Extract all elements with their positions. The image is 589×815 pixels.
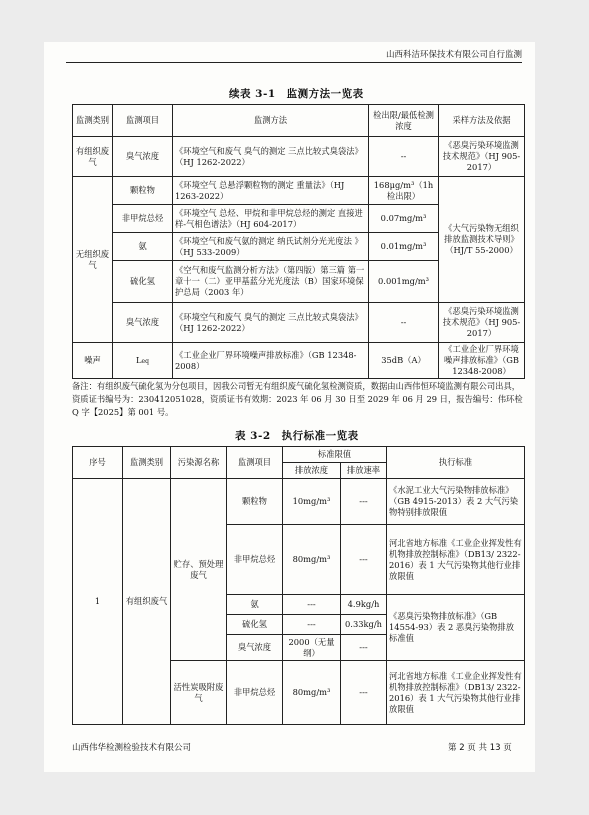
leq-sub: eq	[141, 357, 149, 365]
cell-method: 《环境空气 总烃、甲烷和非甲烷总烃的测定 直接进样-气相色谱法》（HJ 604-2017）	[173, 205, 369, 233]
col-limit: 检出限/最低检测浓度	[369, 105, 439, 137]
table2-caption: 表 3-2 执行标准一览表	[235, 430, 359, 442]
cell-method: 《空气和废气监测分析方法》（第四版）第三篇 第一章十一（二）亚甲基蓝分光光度法（B）国家环境保护总局（2003 年）	[173, 261, 369, 303]
cell-rate: ---	[341, 525, 387, 595]
cell-item: 臭气浓度	[113, 137, 173, 177]
cell-conc: 80mg/m³	[283, 525, 341, 595]
col-type: 监测类别	[73, 105, 113, 137]
cell-item: 臭气浓度	[113, 303, 173, 343]
col-sampling: 采样方法及依据	[439, 105, 525, 137]
cell-limit: 0.001mg/m³	[369, 261, 439, 303]
cell-method: 《环境空气和废气 臭气的测定 三点比较式臭袋法》（HJ 1262-2022）	[173, 303, 369, 343]
cell-source: 活性炭吸附废气	[171, 661, 227, 725]
col-conc: 排放浓度	[283, 463, 341, 479]
col-no: 序号	[73, 447, 123, 479]
cell-item: 非甲烷总烃	[227, 661, 283, 725]
cell-method: 《环境空气和废气 臭气的测定 三点比较式臭袋法》（HJ 1262-2022）	[173, 137, 369, 177]
table1-note: 备注：有组织废气硫化氢为分包项目，因我公司暂无有组织废气硫化氢检测资质，数据由山西伟恒环境监测有限公司出具，资质证书编号为：230412051028，资质证书有效期：2023 年 06 月 30 日至 2029 年 06 月 29 日，报告编号：伟环检 Q 字【2025】第 001 号。	[72, 381, 523, 417]
cell-rate: ---	[341, 479, 387, 525]
cell-std: 河北省地方标准《工业企业挥发性有机物排放控制标准》（DB13/ 2322-2016）表 1 大气污染物其他行业排放限值	[387, 661, 525, 725]
cell-rate: ---	[341, 661, 387, 725]
cell-limit: --	[369, 137, 439, 177]
emission-standard-table	[72, 446, 525, 725]
cell-rate: 4.9kg/h	[341, 595, 387, 615]
cell-rate: 0.33kg/h	[341, 615, 387, 635]
cell-type: 有组织废气	[123, 479, 171, 725]
table-row	[73, 137, 525, 177]
cell-type: 有组织废气	[73, 137, 113, 177]
cell-item	[113, 343, 173, 379]
cell-item: 臭气浓度	[227, 635, 283, 661]
cell-no: 1	[73, 479, 123, 725]
cell-sampling: 《工业企业厂界环境噪声排放标准》（GB 12348-2008）	[439, 343, 525, 379]
col-item: 监测项目	[113, 105, 173, 137]
cell-item: 氨	[113, 233, 173, 261]
cell-source: 贮存、预处理废气	[171, 479, 227, 661]
table-row	[73, 303, 525, 343]
footer-company: 山西伟华检测检验技术有限公司	[72, 743, 192, 753]
table-row	[73, 479, 525, 525]
footer-page-number: 第 2 页 共 13 页	[448, 743, 512, 753]
cell-type: 无组织废气	[73, 177, 113, 343]
col-source: 污染源名称	[171, 447, 227, 479]
table-row	[73, 343, 525, 379]
cell-limit: 168μg/m³（1h 检出限）	[369, 177, 439, 205]
cell-item: 颗粒物	[227, 479, 283, 525]
cell-item: 氨	[227, 595, 283, 615]
col-rate: 排放速率	[341, 463, 387, 479]
cell-sampling: 《恶臭污染环境监测技术规范》（HJ 905-2017）	[439, 303, 525, 343]
cell-limit: 0.01mg/m³	[369, 233, 439, 261]
col-std: 执行标准	[387, 447, 525, 479]
col-method: 监测方法	[173, 105, 369, 137]
cell-type: 噪声	[73, 343, 113, 379]
cell-item: 硫化氢	[113, 261, 173, 303]
leq-main: L	[136, 354, 142, 365]
monitoring-method-table	[72, 104, 525, 379]
cell-conc: 10mg/m³	[283, 479, 341, 525]
cell-method: 《环境空气和废气氨的测定 纳氏试剂分光光度法 》（HJ 533-2009）	[173, 233, 369, 261]
cell-item: 非甲烷总烃	[227, 525, 283, 595]
cell-std: 河北省地方标准《工业企业挥发性有机物排放控制标准》（DB13/ 2322-2016）表 1 大气污染物其他行业排放限值	[387, 525, 525, 595]
cell-sampling: 《恶臭污染环境监测技术规范》（HJ 905-2017）	[439, 137, 525, 177]
cell-conc: 80mg/m³	[283, 661, 341, 725]
cell-conc: 2000（无量纲）	[283, 635, 341, 661]
cell-limit: 0.07mg/m³	[369, 205, 439, 233]
cell-method: 《工业企业厂界环境噪声排放标准》（GB 12348-2008）	[173, 343, 369, 379]
table-row	[73, 177, 525, 205]
col-limit-group: 标准限值	[283, 447, 387, 463]
cell-limit: 35dB（A）	[369, 343, 439, 379]
cell-method: 《环境空气 总悬浮颗粒物的测定 重量法》（HJ 1263-2022）	[173, 177, 369, 205]
cell-item: 非甲烷总烃	[113, 205, 173, 233]
cell-std: 《水泥工业大气污染物排放标准》（GB 4915-2013）表 2 大气污染物特别排放限值	[387, 479, 525, 525]
cell-sampling: 《大气污染物无组织排放监测技术导则》（HJ/T 55-2000）	[439, 177, 525, 303]
col-type: 监测类别	[123, 447, 171, 479]
col-item: 监测项目	[227, 447, 283, 479]
cell-limit: --	[369, 303, 439, 343]
cell-rate: ---	[341, 635, 387, 661]
page-header: 山西科洁环保技术有限公司自行监测	[66, 49, 522, 63]
cell-item: 硫化氢	[227, 615, 283, 635]
cell-conc: ---	[283, 615, 341, 635]
cell-item: 颗粒物	[113, 177, 173, 205]
cell-std: 《恶臭污染物排放标准》（GB 14554-93）表 2 恶臭污染物排放标准值	[387, 595, 525, 661]
cell-conc: ---	[283, 595, 341, 615]
table1-caption: 续表 3-1 监测方法一览表	[229, 88, 364, 100]
